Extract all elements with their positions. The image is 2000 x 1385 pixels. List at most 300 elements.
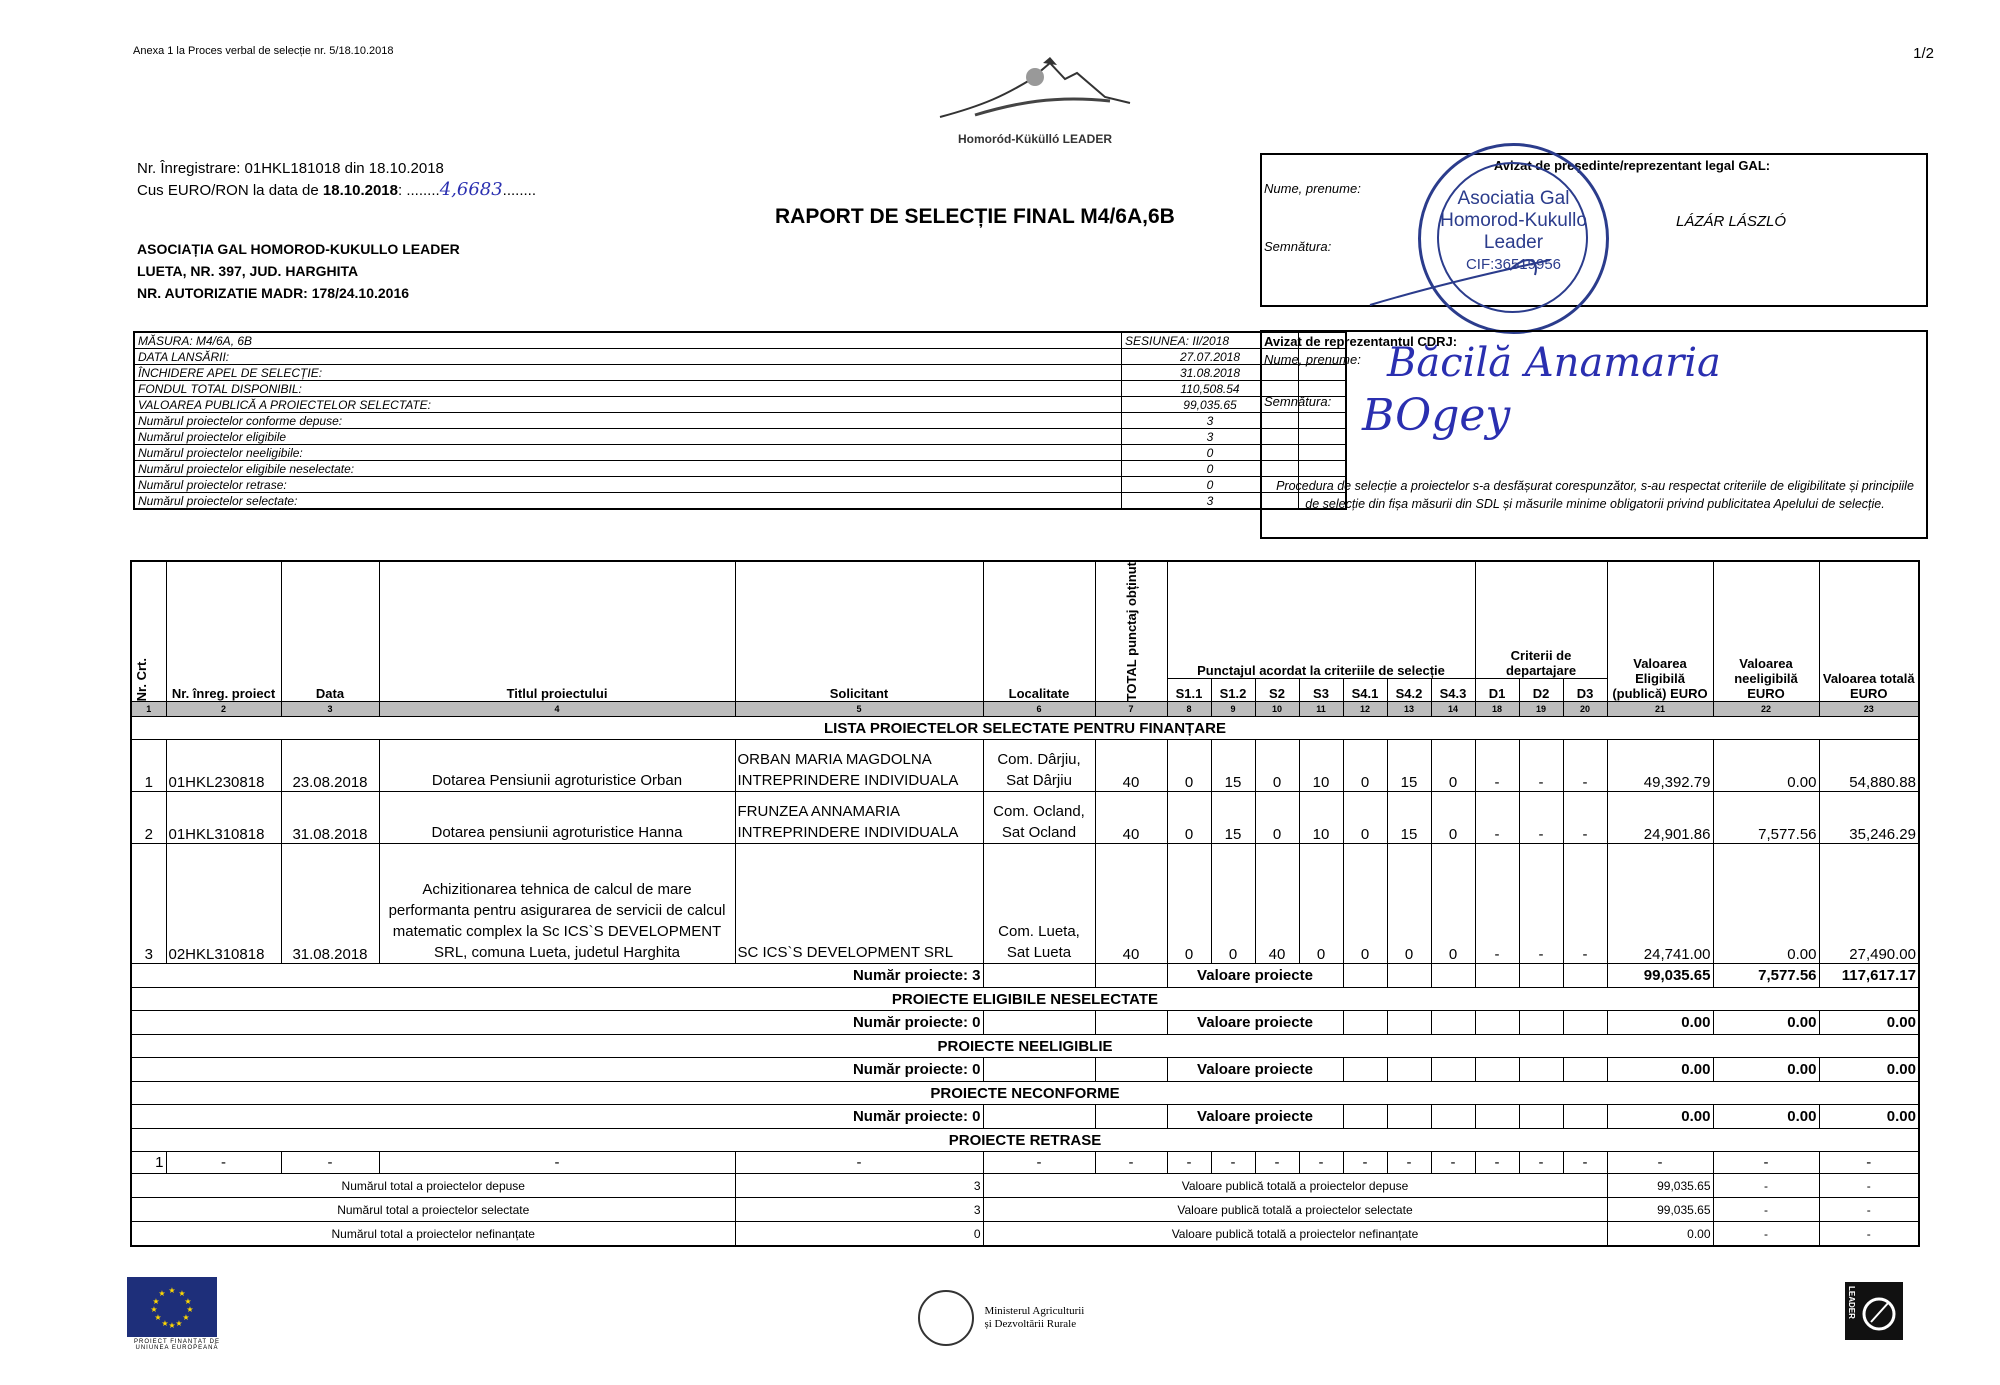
section-eligible-unselected	[131, 988, 1919, 1011]
project-ineligible-value: 0.00	[1713, 844, 1819, 964]
svg-text:★: ★	[178, 1289, 186, 1298]
project-applicant: FRUNZEA ANNAMARIA INTREPRINDERE INDIVIDUALA	[735, 792, 983, 844]
project-count: Număr proiecte: 0	[131, 1011, 983, 1035]
summary-row	[134, 365, 1346, 381]
project-locality: Com. Ocland, Sat Ocland	[983, 792, 1095, 844]
project-title: Achizitionarea tehnica de calcul de mare performanta pentru asigurarea de servicii de calcul matematic complex la Sc ICS`S DEVELOPMENT SRL, comuna Lueta, judetul Harghita	[379, 844, 735, 964]
empty-cell	[983, 1105, 1095, 1129]
project-count: Număr proiecte: 3	[131, 964, 983, 988]
col-total-value-header: Valoarea totală EURO	[1819, 561, 1919, 702]
summary-value: 3	[1122, 493, 1299, 510]
criterion-header: S3	[1299, 679, 1343, 702]
total-value: 0.00	[1819, 1011, 1919, 1035]
criterion-score: 15	[1387, 792, 1431, 844]
page-number: 1/2	[1913, 45, 1934, 62]
empty-cell	[1475, 1058, 1519, 1082]
eligible-unselected-total-row	[131, 1011, 1919, 1035]
criterion-score: 0	[1343, 792, 1387, 844]
eu-caption: PROIECT FINANȚAT DE UNIUNEA EUROPEANĂ	[133, 1339, 220, 1351]
footer-value: 0.00	[1607, 1222, 1713, 1246]
criterion-score: 0	[1431, 792, 1475, 844]
annex-note: Anexa 1 la Proces verbal de selecție nr. 5/18.10.2018	[133, 45, 394, 57]
madr-line-2: și Dezvoltării Rurale	[984, 1318, 1077, 1330]
empty-cell	[1519, 964, 1563, 988]
gal-approval-heading: Avizat de președinte/reprezentant legal GAL:	[1493, 158, 1771, 173]
project-date: 31.08.2018	[281, 844, 379, 964]
col-reg-header: Nr. înreg. proiect	[166, 561, 281, 702]
gal-logo	[935, 55, 1135, 145]
column-number: 8	[1167, 702, 1211, 717]
summary-row	[134, 397, 1346, 413]
column-number: 5	[735, 702, 983, 717]
criterion-header: S4.3	[1431, 679, 1475, 702]
summary-row	[134, 381, 1346, 397]
project-total-value: 54,880.88	[1819, 740, 1919, 792]
criterion-score: 10	[1299, 740, 1343, 792]
withdrawn-cell: -	[1299, 1152, 1343, 1174]
footer-dash: -	[1713, 1174, 1819, 1198]
col-eligible-header: Valoarea Eligibilă (publică) EURO	[1607, 561, 1713, 702]
col-ineligible-header: Valoarea neeligibilă EURO	[1713, 561, 1819, 702]
stamp-line-3: Leader	[1483, 232, 1544, 253]
withdrawn-cell: -	[281, 1152, 379, 1174]
exchange-rate-value: 4,6683	[439, 179, 503, 200]
exchange-rate-line: Cus EURO/RON la data de 18.10.2018: ........4,6683........	[137, 179, 537, 200]
org-name: ASOCIAȚIA GAL HOMOROD-KUKULLO LEADER	[137, 241, 460, 257]
value-label: Valoare proiecte	[1167, 1105, 1343, 1129]
totals-footer-row	[131, 1222, 1919, 1246]
empty-cell	[1343, 1058, 1387, 1082]
empty-cell	[1431, 964, 1475, 988]
criterion-score: 0	[1387, 844, 1431, 964]
col-nr-header: Nr. Crt.	[131, 561, 166, 702]
stamp-line-2: Homorod-Kukullo	[1440, 210, 1587, 231]
summary-row	[134, 477, 1346, 493]
summary-label: Numărul proiectelor eligibile	[134, 429, 1122, 445]
criterion-score: 0	[1431, 740, 1475, 792]
svg-text:★: ★	[184, 1297, 192, 1306]
criterion-score: 0	[1211, 844, 1255, 964]
column-number: 2	[166, 702, 281, 717]
empty-cell	[983, 964, 1095, 988]
column-number: 20	[1563, 702, 1607, 717]
tiebreak-subheader: D3	[1563, 679, 1607, 702]
criterion-header: S4.2	[1387, 679, 1431, 702]
project-ineligible-value: 7,577.56	[1713, 792, 1819, 844]
project-reg-number: 01HKL230818	[166, 740, 281, 792]
empty-cell	[1563, 964, 1607, 988]
project-nr: 2	[131, 792, 166, 844]
empty-cell	[1431, 1011, 1475, 1035]
summary-value: 3	[1122, 413, 1299, 429]
cdrj-handwritten-name: Băcilă Anamaria	[1387, 340, 1721, 386]
projects-table	[130, 560, 1920, 1247]
empty-cell	[1095, 964, 1167, 988]
project-date: 31.08.2018	[281, 792, 379, 844]
empty-cell	[1431, 1058, 1475, 1082]
summary-value: 31.08.2018	[1122, 365, 1299, 381]
registration-info	[137, 158, 536, 201]
cdrj-signature: BOgey	[1362, 390, 1511, 441]
project-applicant: ORBAN MARIA MAGDOLNA INTREPRINDERE INDIVIDUALA	[735, 740, 983, 792]
total-eligible: 0.00	[1607, 1105, 1713, 1129]
project-date: 23.08.2018	[281, 740, 379, 792]
ineligible-total-row	[131, 1058, 1919, 1082]
tiebreak-value: -	[1519, 740, 1563, 792]
empty-cell	[1475, 1011, 1519, 1035]
footer-value: 99,035.65	[1607, 1198, 1713, 1222]
summary-label: Numărul proiectelor conforme depuse:	[134, 413, 1122, 429]
org-authorization: NR. AUTORIZATIE MADR: 178/24.10.2016	[137, 285, 410, 301]
report-title: RAPORT DE SELECȚIE FINAL M4/6A,6B	[775, 205, 1175, 228]
section-title: PROIECTE NECONFORME	[131, 1082, 1919, 1105]
footer-dash: -	[1713, 1198, 1819, 1222]
criterion-score: 0	[1299, 844, 1343, 964]
summary-value: 99,035.65	[1122, 397, 1299, 413]
project-reg-number: 02HKL310818	[166, 844, 281, 964]
column-number: 7	[1095, 702, 1167, 717]
project-row	[131, 740, 1919, 792]
total-eligible: 99,035.65	[1607, 964, 1713, 988]
criterion-score: 0	[1255, 792, 1299, 844]
total-eligible: 0.00	[1607, 1011, 1713, 1035]
svg-text:★: ★	[168, 1321, 176, 1330]
project-row	[131, 844, 1919, 964]
gal-representative-name: LÁZÁR LÁSZLÓ	[1676, 213, 1787, 230]
logo-caption: Homoród-Kükülló LEADER	[958, 132, 1112, 146]
summary-label: Numărul proiectelor retrase:	[134, 477, 1122, 493]
empty-cell	[1563, 1105, 1607, 1129]
summary-value: 0	[1122, 477, 1299, 493]
svg-text:★: ★	[168, 1286, 176, 1295]
withdrawn-cell: -	[1713, 1152, 1819, 1174]
registration-number: Nr. Înregistrare: 01HKL181018 din 18.10.2018	[137, 160, 444, 177]
footer-value-label: Valoare publică totală a proiectelor nefinanțate	[983, 1222, 1607, 1246]
svg-text:★: ★	[182, 1313, 190, 1322]
withdrawn-cell: -	[735, 1152, 983, 1174]
project-count: Număr proiecte: 0	[131, 1058, 983, 1082]
criterion-header: S1.2	[1211, 679, 1255, 702]
tiebreak-value: -	[1475, 792, 1519, 844]
summary-label: ÎNCHIDERE APEL DE SELECȚIE:	[134, 365, 1122, 381]
criterion-score: 0	[1167, 792, 1211, 844]
summary-label: Numărul proiectelor eligibile neselectate:	[134, 461, 1122, 477]
criterion-score: 0	[1343, 740, 1387, 792]
footer-count-label: Numărul total a proiectelor depuse	[131, 1174, 735, 1198]
withdrawn-cell: -	[983, 1152, 1095, 1174]
total-ineligible: 0.00	[1713, 1011, 1819, 1035]
empty-cell	[1563, 1058, 1607, 1082]
summary-row	[134, 349, 1346, 365]
summary-table	[133, 331, 1347, 510]
criterion-score: 15	[1211, 740, 1255, 792]
project-locality: Com. Dârjiu, Sat Dârjiu	[983, 740, 1095, 792]
withdrawn-cell: -	[1563, 1152, 1607, 1174]
footer-value-label: Valoare publică totală a proiectelor depuse	[983, 1174, 1607, 1198]
column-number: 13	[1387, 702, 1431, 717]
tiebreak-value: -	[1563, 844, 1607, 964]
project-total-value: 35,246.29	[1819, 792, 1919, 844]
footer-value: 99,035.65	[1607, 1174, 1713, 1198]
summary-row	[134, 493, 1346, 510]
empty-cell	[1343, 1011, 1387, 1035]
empty-cell	[1519, 1058, 1563, 1082]
summary-value: 3	[1122, 429, 1299, 445]
svg-text:★: ★	[150, 1305, 158, 1314]
project-eligible-value: 24,901.86	[1607, 792, 1713, 844]
col-total-score-header: TOTAL punctaj obținut	[1095, 561, 1167, 702]
svg-text:★: ★	[152, 1297, 160, 1306]
org-address: LUETA, NR. 397, JUD. HARGHITA	[137, 263, 359, 279]
column-number: 18	[1475, 702, 1519, 717]
withdrawn-cell: -	[1167, 1152, 1211, 1174]
tiebreak-value: -	[1519, 844, 1563, 964]
section-title: PROIECTE ELIGIBILE NESELECTATE	[131, 988, 1919, 1011]
project-ineligible-value: 0.00	[1713, 740, 1819, 792]
project-total-score: 40	[1095, 844, 1167, 964]
cdrj-sign-label: Semnătura:	[1264, 394, 1332, 409]
section-title: PROIECTE RETRASE	[131, 1129, 1919, 1152]
tiebreak-value: -	[1563, 792, 1607, 844]
footer-dash: -	[1819, 1174, 1919, 1198]
madr-line-1: Ministerul Agriculturii	[984, 1305, 1085, 1317]
criterion-score: 15	[1387, 740, 1431, 792]
withdrawn-row	[131, 1152, 1919, 1174]
gal-name-label: Nume, prenume:	[1264, 181, 1361, 196]
section-nonconform	[131, 1082, 1919, 1105]
total-value: 117,617.17	[1819, 964, 1919, 988]
empty-cell	[1387, 1105, 1431, 1129]
withdrawn-cell: -	[1255, 1152, 1299, 1174]
project-total-value: 27,490.00	[1819, 844, 1919, 964]
criterion-header: S4.1	[1343, 679, 1387, 702]
tiebreak-value: -	[1563, 740, 1607, 792]
withdrawn-cell: -	[1343, 1152, 1387, 1174]
footer-value-label: Valoare publică totală a proiectelor selectate	[983, 1198, 1607, 1222]
total-ineligible: 7,577.56	[1713, 964, 1819, 988]
empty-cell	[1519, 1105, 1563, 1129]
empty-cell	[1431, 1105, 1475, 1129]
svg-text:★: ★	[154, 1313, 162, 1322]
summary-row	[134, 332, 1346, 349]
withdrawn-cell: -	[1387, 1152, 1431, 1174]
totals-footer-row	[131, 1198, 1919, 1222]
project-nr: 3	[131, 844, 166, 964]
withdrawn-cell: -	[1431, 1152, 1475, 1174]
withdrawn-cell: -	[166, 1152, 281, 1174]
section-selected	[131, 717, 1919, 740]
empty-cell	[1387, 1011, 1431, 1035]
criteria-header: Punctajul acordat la criteriile de selecție	[1167, 561, 1475, 679]
empty-cell	[1387, 1058, 1431, 1082]
summary-row	[134, 413, 1346, 429]
criterion-score: 10	[1299, 792, 1343, 844]
footer-dash: -	[1819, 1222, 1919, 1246]
footer-count: 3	[735, 1174, 983, 1198]
summary-value: 0	[1122, 461, 1299, 477]
column-number: 4	[379, 702, 735, 717]
footer-count-label: Numărul total a proiectelor nefinanțate	[131, 1222, 735, 1246]
criterion-score: 0	[1343, 844, 1387, 964]
exchange-rate-date: 18.10.2018	[322, 182, 398, 199]
gal-sign-label: Semnătura:	[1264, 239, 1332, 254]
project-total-score: 40	[1095, 792, 1167, 844]
tiebreak-value: -	[1519, 792, 1563, 844]
svg-text:★: ★	[158, 1289, 166, 1298]
romania-coat-of-arms-icon	[918, 1290, 974, 1346]
mountain-logo-icon	[935, 55, 1135, 125]
value-label: Valoare proiecte	[1167, 964, 1343, 988]
madr-caption	[984, 1305, 1084, 1331]
summary-row	[134, 445, 1346, 461]
tiebreak-subheader: D1	[1475, 679, 1519, 702]
withdrawn-cell: -	[1095, 1152, 1167, 1174]
col-locality-header: Localitate	[983, 561, 1095, 702]
column-number: 21	[1607, 702, 1713, 717]
footer-dash: -	[1713, 1222, 1819, 1246]
column-number: 12	[1343, 702, 1387, 717]
project-title: Dotarea Pensiunii agroturistice Orban	[379, 740, 735, 792]
summary-value: 0	[1122, 445, 1299, 461]
project-count: Număr proiecte: 0	[131, 1105, 983, 1129]
section-title: LISTA PROIECTELOR SELECTATE PENTRU FINANȚARE	[131, 717, 1919, 740]
withdrawn-cell: -	[379, 1152, 735, 1174]
stamp-line-4: CIF:36519956	[1465, 256, 1562, 273]
column-number: 14	[1431, 702, 1475, 717]
eu-flag-icon	[127, 1277, 217, 1337]
empty-cell	[1563, 1011, 1607, 1035]
empty-cell	[1095, 1105, 1167, 1129]
stamp-line-1: Asociatia Gal	[1457, 188, 1570, 209]
total-value: 0.00	[1819, 1105, 1919, 1129]
col-title-header: Titlul proiectului	[379, 561, 735, 702]
value-label: Valoare proiecte	[1167, 1011, 1343, 1035]
withdrawn-cell: -	[1607, 1152, 1713, 1174]
madr-logo	[918, 1290, 1084, 1346]
criterion-score: 0	[1255, 740, 1299, 792]
section-withdrawn	[131, 1129, 1919, 1152]
exchange-rate-label: Cus EURO/RON la data de	[137, 182, 319, 199]
tiebreak-header: Criterii de departajare	[1475, 561, 1607, 679]
column-number: 22	[1713, 702, 1819, 717]
empty-cell	[1475, 964, 1519, 988]
summary-row	[134, 461, 1346, 477]
withdrawn-cell: -	[1475, 1152, 1519, 1174]
svg-text:★: ★	[186, 1305, 194, 1314]
project-locality: Com. Lueta, Sat Lueta	[983, 844, 1095, 964]
cdrj-procedure-note: Procedura de selecție a proiectelor s-a desfășurat corespunzător, s-au respectat criteriile de eligibilitate și principiile de selecție din fișa măsurii din SDL și măsurile minime obligatorii privind publicitatea Apelului de selecție.	[1276, 479, 1914, 511]
column-number: 3	[281, 702, 379, 717]
leader-logo-icon	[1845, 1282, 1903, 1340]
leader-logo-text: LEADER	[1847, 1286, 1856, 1319]
criterion-header: S1.1	[1167, 679, 1211, 702]
tiebreak-value: -	[1475, 740, 1519, 792]
criterion-header: S2	[1255, 679, 1299, 702]
selected-total-row	[131, 964, 1919, 988]
project-reg-number: 01HKL310818	[166, 792, 281, 844]
project-eligible-value: 24,741.00	[1607, 844, 1713, 964]
summary-label: Numărul proiectelor selectate:	[134, 493, 1122, 510]
empty-cell	[1095, 1011, 1167, 1035]
column-number: 19	[1519, 702, 1563, 717]
total-ineligible: 0.00	[1713, 1105, 1819, 1129]
column-number: 9	[1211, 702, 1255, 717]
project-eligible-value: 49,392.79	[1607, 740, 1713, 792]
section-ineligible	[131, 1035, 1919, 1058]
svg-text:★: ★	[161, 1319, 169, 1328]
summary-label: Numărul proiectelor neeligibile:	[134, 445, 1122, 461]
totals-footer-row	[131, 1174, 1919, 1198]
withdrawn-cell: -	[1819, 1152, 1919, 1174]
nonconform-total-row	[131, 1105, 1919, 1129]
project-title: Dotarea pensiunii agroturistice Hanna	[379, 792, 735, 844]
value-label: Valoare proiecte	[1167, 1058, 1343, 1082]
column-number: 11	[1299, 702, 1343, 717]
col-date-header: Data	[281, 561, 379, 702]
column-number: 6	[983, 702, 1095, 717]
cdrj-name-label: Nume, prenume:	[1264, 352, 1361, 367]
col-applicant-header: Solicitant	[735, 561, 983, 702]
criterion-score: 40	[1255, 844, 1299, 964]
total-eligible: 0.00	[1607, 1058, 1713, 1082]
withdrawn-nr: 1	[131, 1152, 166, 1174]
column-number: 23	[1819, 702, 1919, 717]
total-ineligible: 0.00	[1713, 1058, 1819, 1082]
empty-cell	[983, 1011, 1095, 1035]
empty-cell	[1519, 1011, 1563, 1035]
cdrj-approval-heading: Avizat de reprezentantul CDRJ:	[1264, 334, 1458, 349]
cdrj-approval-box	[1260, 330, 1928, 539]
project-nr: 1	[131, 740, 166, 792]
summary-label: MĂSURA: M4/6A, 6B	[134, 332, 1122, 349]
footer-count: 0	[735, 1222, 983, 1246]
empty-cell	[1343, 964, 1387, 988]
tiebreak-value: -	[1475, 844, 1519, 964]
footer-dash: -	[1819, 1198, 1919, 1222]
empty-cell	[1387, 964, 1431, 988]
empty-cell	[1095, 1058, 1167, 1082]
project-applicant: SC ICS`S DEVELOPMENT SRL	[735, 844, 983, 964]
empty-cell	[1475, 1105, 1519, 1129]
tiebreak-subheader: D2	[1519, 679, 1563, 702]
project-total-score: 40	[1095, 740, 1167, 792]
gal-signature-icon	[1360, 235, 1590, 315]
summary-label: DATA LANSĂRII:	[134, 349, 1122, 365]
withdrawn-cell: -	[1519, 1152, 1563, 1174]
total-value: 0.00	[1819, 1058, 1919, 1082]
summary-label: FONDUL TOTAL DISPONIBIL:	[134, 381, 1122, 397]
summary-value: 27.07.2018	[1122, 349, 1299, 365]
svg-text:★: ★	[175, 1319, 183, 1328]
empty-cell	[1343, 1105, 1387, 1129]
project-row	[131, 792, 1919, 844]
summary-value: 110,508.54	[1122, 381, 1299, 397]
footer-count: 3	[735, 1198, 983, 1222]
column-number: 1	[131, 702, 166, 717]
summary-row	[134, 429, 1346, 445]
criterion-score: 0	[1167, 740, 1211, 792]
column-number: 10	[1255, 702, 1299, 717]
organization-block	[137, 238, 460, 304]
summary-label: VALOAREA PUBLICĂ A PROIECTELOR SELECTATE:	[134, 397, 1122, 413]
criterion-score: 15	[1211, 792, 1255, 844]
empty-cell	[983, 1058, 1095, 1082]
section-title: PROIECTE NEELIGIBLIE	[131, 1035, 1919, 1058]
footer-count-label: Numărul total a proiectelor selectate	[131, 1198, 735, 1222]
withdrawn-cell: -	[1211, 1152, 1255, 1174]
criterion-score: 0	[1431, 844, 1475, 964]
summary-value: SESIUNEA: II/2018	[1122, 332, 1299, 349]
